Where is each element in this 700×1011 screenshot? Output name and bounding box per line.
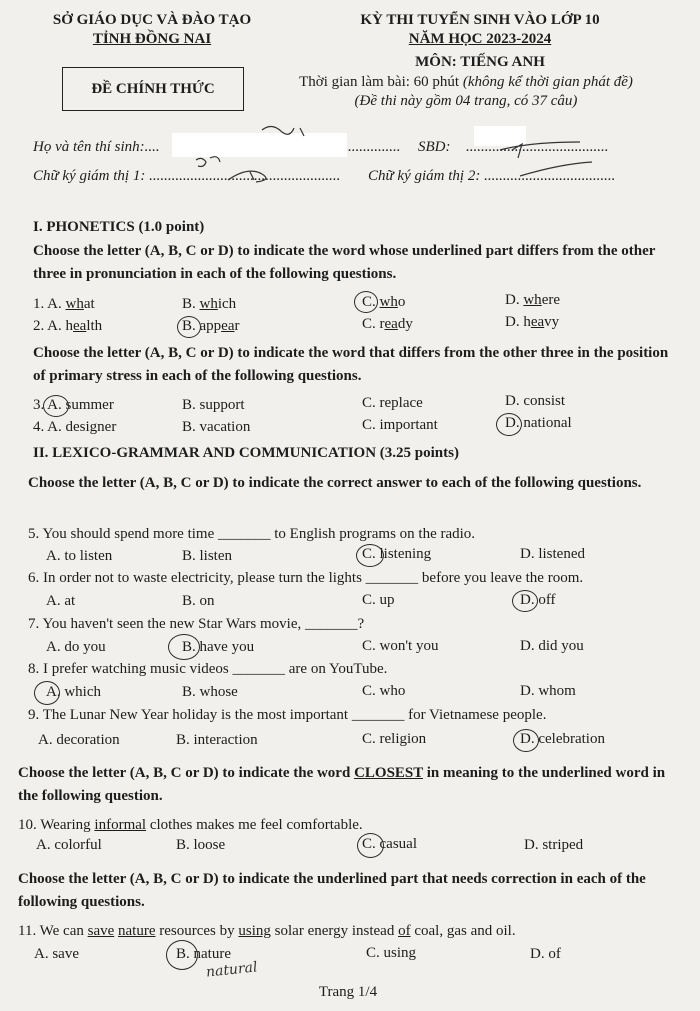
q10-stem: 10. Wearing informal clothes makes me feel comfortable. — [18, 817, 363, 833]
answer-circle-q4 — [496, 413, 522, 436]
q5-option-a: A. to listen — [46, 548, 113, 564]
answer-circle-q2 — [177, 316, 201, 338]
section-1-title: I. PHONETICS (1.0 point) — [33, 219, 205, 235]
exam-title: KỲ THI TUYỂN SINH VÀO LỚP 10 — [360, 12, 600, 28]
q10-option-d: D. striped — [524, 837, 584, 853]
q9-option-c: C. religion — [362, 731, 427, 747]
q6-option-b: B. on — [182, 593, 215, 609]
school-year: NĂM HỌC 2023-2024 — [408, 31, 552, 47]
q2-option-a: 2. A. health — [33, 318, 103, 334]
answer-circle-q1 — [354, 291, 378, 313]
q11-option-c: C. using — [366, 945, 417, 961]
section-2-title: II. LEXICO-GRAMMAR AND COMMUNICATION (3.25 points) — [33, 445, 459, 461]
sbd-dots: ...................................... — [466, 139, 609, 155]
q4-option-d: D. national — [505, 415, 572, 431]
handwritten-correction-note: natural — [205, 959, 259, 981]
closest-instruction: Choose the letter (A, B, C or D) to indicate the word CLOSEST in meaning to the underlined word in the following question. — [18, 765, 666, 804]
grammar-instruction: Choose the letter (A, B, C or D) to indicate the correct answer to each of the following questions. — [28, 475, 642, 491]
time-line: Thời gian làm bài: 60 phút (không kể thời gian phát đề) — [299, 74, 633, 90]
q5-option-d: D. listened — [520, 546, 585, 562]
invigilator-2-signature: Chữ ký giám thị 2: ................................... — [368, 168, 616, 184]
handwritten-signatures — [0, 0, 700, 200]
sbd-label: SBD: — [418, 139, 451, 155]
q11-option-b: B. nature — [176, 946, 231, 962]
q5-stem: 5. You should spend more time _______ to English programs on the radio. — [28, 526, 476, 542]
q6-option-c: C. up — [362, 592, 395, 608]
q7-option-c: C. won't you — [362, 638, 439, 654]
answer-circle-q3 — [43, 395, 69, 417]
q8-option-c: C. who — [362, 683, 406, 699]
invigilator-1-signature: Chữ ký giám thị 1: ................................................... — [33, 168, 341, 184]
q1-option-d: D. where — [505, 292, 560, 308]
q9-option-b: B. interaction — [176, 732, 258, 748]
answer-circle-q7 — [168, 634, 200, 660]
q8-option-a: A. which — [46, 684, 101, 700]
q11-stem: 11. We can save nature resources by using solar energy instead of coal, gas and oil. — [18, 923, 516, 939]
answer-circle-q10 — [357, 833, 384, 858]
candidate-name-field: Họ và tên thí sinh:.... — [33, 139, 160, 155]
subject-line: MÔN: TIẾNG ANH — [415, 54, 545, 70]
q4-option-a: 4. A. designer — [33, 419, 117, 435]
q11-option-d: D. of — [530, 946, 561, 962]
correction-instruction: Choose the letter (A, B, C or D) to indicate the underlined part that needs correction in each of the following questions. — [18, 871, 646, 910]
q6-option-a: A. at — [46, 593, 76, 609]
phonetics-instruction: Choose the letter (A, B, C or D) to indicate the word whose underlined part differs from the other three in pronunciation in each of the following questions. — [33, 243, 656, 282]
q8-stem: 8. I prefer watching music videos _______ are on YouTube. — [28, 661, 388, 677]
q2-option-c: C. ready — [362, 316, 413, 332]
q3-option-a: 3. A. summer — [33, 397, 114, 413]
name-dots-right: .............. — [348, 139, 401, 155]
q7-option-d: D. did you — [520, 638, 584, 654]
answer-circle-q6 — [512, 590, 538, 612]
q4-option-c: C. important — [362, 417, 438, 433]
q7-option-b: B. have you — [182, 639, 255, 655]
page-number: Trang 1/4 — [318, 984, 378, 1000]
answer-circle-q11 — [166, 940, 198, 970]
official-label: ĐỀ CHÍNH THỨC — [91, 80, 215, 97]
q9-option-d: D. celebration — [520, 731, 605, 747]
q3-option-b: B. support — [182, 397, 245, 413]
q7-option-a: A. do you — [46, 639, 106, 655]
dept-line-1: SỞ GIÁO DỤC VÀ ĐÀO TẠO — [52, 12, 252, 28]
q1-option-b: B. which — [182, 296, 237, 312]
q7-stem: 7. You haven't seen the new Star Wars movie, _______? — [28, 616, 365, 632]
answer-circle-q9 — [513, 729, 539, 752]
answer-circle-q5 — [356, 544, 384, 567]
q10-option-a: A. colorful — [36, 837, 102, 853]
q3-option-c: C. replace — [362, 395, 423, 411]
q2-option-b: B. appear — [182, 318, 240, 334]
q8-option-b: B. whose — [182, 684, 238, 700]
q3-option-d: D. consist — [505, 393, 565, 409]
q10-option-c: C. casual — [362, 836, 417, 852]
pages-note: (Đề thi này gồm 04 trang, có 37 câu) — [354, 93, 578, 109]
q1-option-a: 1. A. what — [33, 296, 95, 312]
q6-option-d: D. off — [520, 592, 556, 608]
q9-option-a: A. decoration — [38, 732, 120, 748]
q5-option-c: C. listening — [362, 546, 432, 562]
q9-stem: 9. The Lunar New Year holiday is the most important _______ for Vietnamese people. — [28, 707, 547, 723]
q1-option-c: C. who — [362, 294, 406, 310]
q8-option-d: D. whom — [520, 683, 576, 699]
stress-instruction: Choose the letter (A, B, C or D) to indicate the word that differs from the other three in the position of primary stress in each of the following questions. — [33, 345, 669, 384]
q11-option-a: A. save — [34, 946, 79, 962]
q2-option-d: D. heavy — [505, 314, 560, 330]
q5-option-b: B. listen — [182, 548, 233, 564]
answer-circle-q8 — [34, 681, 60, 705]
dept-line-2: TỈNH ĐỒNG NAI — [92, 31, 212, 47]
q4-option-b: B. vacation — [182, 419, 251, 435]
q6-stem: 6. In order not to waste electricity, please turn the lights _______ before you leave the room. — [28, 570, 584, 586]
q10-option-b: B. loose — [176, 837, 226, 853]
